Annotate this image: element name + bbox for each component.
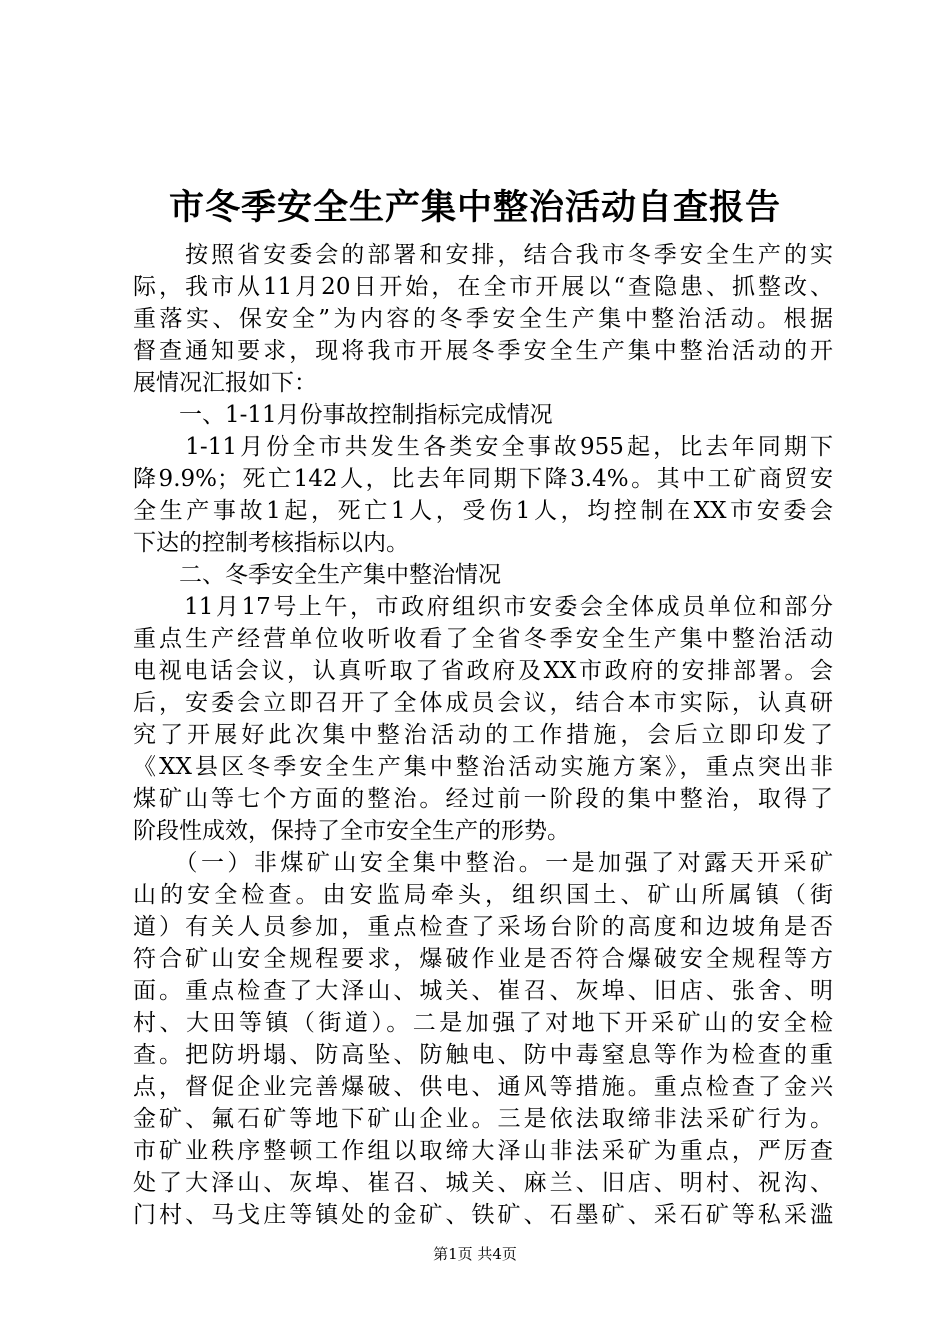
body-line: 1-11月份全市共发生各类安全事故955起，比去年同期下 (133, 434, 833, 460)
body-line: 际，我市从11月20日开始，在全市开展以“查隐患、抓整改、 (133, 274, 833, 300)
page-number-footer: 第1页 共4页 (433, 1245, 517, 1263)
body-line: 门村、马戈庄等镇处的金矿、铁矿、石墨矿、采石矿等私采滥 (133, 1202, 833, 1228)
body-line: （一）非煤矿山安全集中整治。一是加强了对露天开采矿 (133, 850, 833, 876)
body-line: 查。把防坍塌、防高坠、防触电、防中毒窒息等作为检查的重 (133, 1042, 833, 1068)
body-line: 《XX县区冬季安全生产集中整治活动实施方案》，重点突出非 (133, 754, 833, 780)
body-line: 全生产事故1起，死亡1人，受伤1人，均控制在XX市安委会 (133, 498, 833, 524)
body-line: 符合矿山安全规程要求，爆破作业是否符合爆破安全规程等方 (133, 946, 833, 972)
body-line: 煤矿山等七个方面的整治。经过前一阶段的集中整治，取得了 (133, 786, 833, 812)
body-line: 究了开展好此次集中整治活动的工作措施，会后立即印发了 (133, 722, 833, 748)
document-title: 市冬季安全生产集中整治活动自查报告 (168, 187, 781, 228)
body-line: 督查通知要求，现将我市开展冬季安全生产集中整治活动的开 (133, 338, 833, 364)
body-line: 按照省安委会的部署和安排，结合我市冬季安全生产的实 (133, 242, 833, 268)
body-line: 展情况汇报如下： (133, 370, 317, 396)
body-line: 11月17号上午，市政府组织市安委会全体成员单位和部分 (133, 594, 833, 620)
body-line: 市矿业秩序整顿工作组以取缔大泽山非法采矿为重点，严厉查 (133, 1138, 833, 1164)
body-line: 山的安全检查。由安监局牵头，组织国土、矿山所属镇（街 (133, 882, 833, 908)
body-line: 重点生产经营单位收听收看了全省冬季安全生产集中整治活动 (133, 626, 833, 652)
body-line: 处了大泽山、灰埠、崔召、城关、麻兰、旧店、明村、祝沟、 (133, 1170, 833, 1196)
section-heading: 一、1-11月份事故控制指标完成情况 (133, 402, 553, 428)
section-heading: 二、冬季安全生产集中整治情况 (133, 562, 501, 588)
body-line: 村、大田等镇（街道）。二是加强了对地下开采矿山的安全检 (133, 1010, 833, 1036)
body-line: 降9.9%；死亡142人，比去年同期下降3.4%。其中工矿商贸安 (133, 466, 833, 492)
body-line: 后，安委会立即召开了全体成员会议，结合本市实际，认真研 (133, 690, 833, 716)
body-line: 重落实、保安全”为内容的冬季安全生产集中整治活动。根据 (133, 306, 833, 332)
body-line: 金矿、氟石矿等地下矿山企业。三是依法取缔非法采矿行为。 (133, 1106, 833, 1132)
body-line: 阶段性成效，保持了全市安全生产的形势。 (133, 818, 570, 844)
document-body (133, 239, 833, 1231)
body-line: 下达的控制考核指标以内。 (133, 530, 409, 556)
body-line: 面。重点检查了大泽山、城关、崔召、灰埠、旧店、张舍、明 (133, 978, 833, 1004)
body-line: 点，督促企业完善爆破、供电、通风等措施。重点检查了金兴 (133, 1074, 833, 1100)
body-line: 道）有关人员参加，重点检查了采场台阶的高度和边坡角是否 (133, 914, 833, 940)
body-line: 电视电话会议，认真听取了省政府及XX市政府的安排部署。会 (133, 658, 833, 684)
